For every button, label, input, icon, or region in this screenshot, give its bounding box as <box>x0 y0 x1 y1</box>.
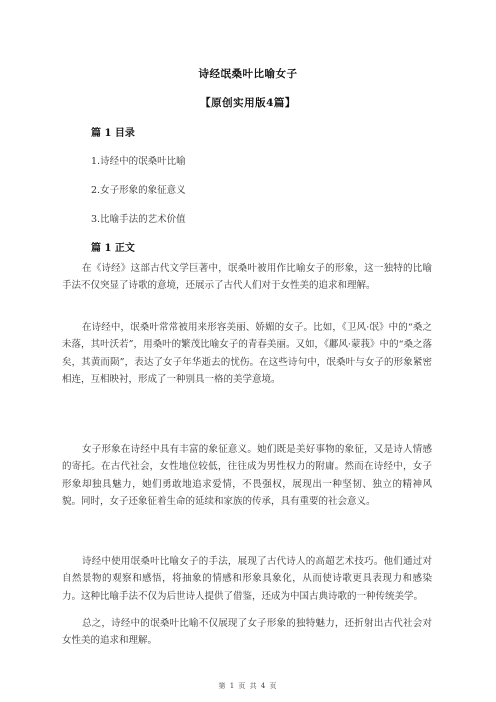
body-paragraph: 在诗经中，氓桑叶常常被用来形容美丽、娇媚的女子。比如，《卫风·氓》中的“桑之未落，其叶沃若”，用桑叶的繁茂比喻女子的青春美丽。又如，《鄘风·蒙莪》中的“桑之落矣，其黄而陨”，表达了女子年华逝去的忧伤。在这些诗句中，氓桑叶与女子的形象紧密相连，互相映衬，形成了一种别具一格的美学意境。 <box>62 322 432 386</box>
toc-heading: 篇 1 目录 <box>91 128 135 139</box>
body-paragraph: 诗经中使用氓桑叶比喻女子的手法，展现了古代诗人的高超艺术技巧。他们通过对自然景物的观察和感悟，将抽象的情感和形象具象化，从而使诗歌更具表现力和感染力。这种比喻手法不仅为后世诗人提供了借鉴，还成为中国古典诗歌的一种传统美学。 <box>62 556 432 602</box>
toc-item: 1.诗经中的氓桑叶比喻 <box>91 156 186 167</box>
body-heading: 篇 1 正文 <box>91 243 135 254</box>
toc-item: 3.比喻手法的艺术价值 <box>91 214 186 225</box>
document-title: 诗经氓桑叶比喻女子 <box>198 68 298 80</box>
body-paragraph: 在《诗经》这部古代文学巨著中，氓桑叶被用作比喻女子的形象，这一独特的比喻手法不仅突显了诗歌的意境，还展示了古代人们对于女性美的追求和理解。 <box>62 263 432 292</box>
page-footer: 第 1 页 共 4 页 <box>218 682 278 690</box>
body-paragraph: 女子形象在诗经中具有丰富的象征意义。她们既是美好事物的象征，又是诗人情感的寄托。在古代社会，女性地位较低，往往成为男性权力的附庸。然而在诗经中，女子形象却独具魅力，她们勇敢地追求爱情，不畏强权，展现出一种坚韧、独立的精神风貌。同时，女子还象征着生命的延续和家族的传承，具有重要的社会意义。 <box>62 444 432 508</box>
body-paragraph: 总之，诗经中的氓桑叶比喻不仅展现了女子形象的独特魅力，还折射出古代社会对女性美的追求和理解。 <box>62 618 432 647</box>
toc-item: 2.女子形象的象征意义 <box>91 185 186 196</box>
document-subtitle: 【原创实用版4篇】 <box>200 97 296 109</box>
